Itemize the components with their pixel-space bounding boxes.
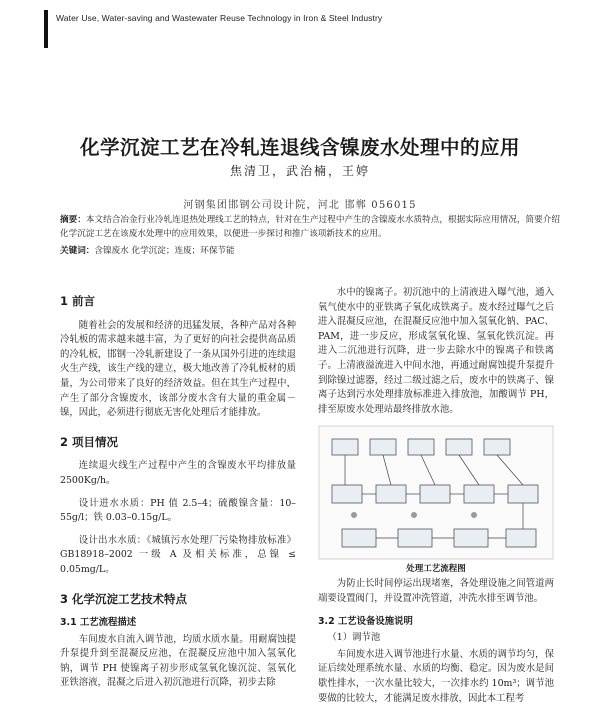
paragraph: 为防止长时间停运出现堵塞，各处理设施之间管道两端要设置阀门，并设置冲洗管道，冲洗水排至调节池。 <box>318 578 554 604</box>
abstract-text: 本文结合冶金行业冷轧连退热处理线工艺的特点，针对在生产过程中产生的含镍废水水质特点，根据实际应用情况，简要介绍化学沉淀工艺在该废水处理中的应用效果，以便进一步探讨和推广该项新技术的应用。 <box>60 215 560 239</box>
paragraph: 设计出水水质：《城镇污水处理厂污染物排放标准》GB18918–2002 一级 A 及相关标准，总镍 ≤ 0.05mg/L。 <box>60 534 296 575</box>
paper-title: 化学沉淀工艺在冷轧连退线含镍废水处理中的应用 <box>79 136 520 159</box>
left-column <box>60 286 296 699</box>
section-heading-features: 3 化学沉淀工艺技术特点 <box>60 591 188 606</box>
right-column <box>318 286 554 714</box>
subsubsection-heading-tank: （1）调节池 <box>327 632 381 644</box>
journal-header: Water Use, Water-saving and Wastewater Reuse Technology in Iron & Steel Industry <box>56 13 383 23</box>
paragraph: 车间废水进入调节池进行水量、水质的调节均匀，保证后续处理系统水量、水质的均衡、稳定。因为废水是间歇性排水，一次水量比较大，一次排水约 10m³；调节池要做的比较大，才能满足废水排放，因此本工程考 <box>318 648 554 704</box>
keywords-text: 含镍废水 化学沉淀；连废；环保节能 <box>94 246 235 256</box>
paragraph: 水中的镍离子。初沉池中的上清液进入曝气池，通入氧气使水中的亚铁离子氧化成铁离子。废水经过曝气之后进入混凝反应池，在混凝反应池中加入氢氧化钠、PAC、PAM，进一步反应，形成氢氧化镍、氢氧化铁沉淀。再进入二沉池进行沉降，进一步去除水中的镍离子和铁离子。上清液溢流进入中间水池，再通过耐腐蚀提升泵提升到除镍过滤器，经过二级过滤之后，废水中的铁离子、镍离子达到污水处理排放标准进入排放池，加酸调节 PH，排至原废水处理站最终排放水池。 <box>318 287 554 415</box>
journal-header-bar <box>44 10 48 48</box>
authors: 焦清卫，武治楠，王婷 <box>229 164 370 178</box>
affiliation: 河钢集团邯钢公司设计院，河北 邯郸 056015 <box>183 200 417 211</box>
figure-caption: 处理工艺流程图 <box>406 564 466 575</box>
keywords-label: 关键词： <box>60 246 95 256</box>
paragraph: 车间废水自流入调节池，均质水质水量。用耐腐蚀提升泵提升到至混凝反应池，在混凝反应池中加入氢氧化钠，调节 PH 使镍离子初步形成氢氧化镍沉淀、氢氧化亚铁溶液，混凝之后进入初沉池进行沉降，初步去除 <box>60 633 296 689</box>
process-flow-diagram <box>318 425 554 560</box>
process-flow-figure <box>318 425 554 575</box>
abstract-label: 摘要： <box>60 215 86 225</box>
paragraph: 设计进水水质：PH 值 2.5–4；硫酸镍含量：10–55g/l；铁 0.03–0.15g/L。 <box>60 497 296 524</box>
paragraph: 随着社会的发展和经济的迅猛发展，各种产品对各种冷轧板的需求越来越丰富，为了更好的向社会提供高品质的冷轧板，邯钢一冷轧新建设了一条从国外引进的连续退火生产线，该生产线的建立，极大地改善了冷轧板材的质量，为公司带来了良好的经济效益。但在其生产过程中，产生了部分含镍废水，该部分废水含有大量的重金属－镍，因此，必须进行彻底无害化处理后才能排放。 <box>60 319 296 419</box>
subsection-heading-equipment: 3.2 工艺设备设施说明 <box>318 615 413 627</box>
keywords <box>60 244 560 258</box>
section-heading-intro: 1 前言 <box>60 294 96 308</box>
section-heading-project: 2 项目情况 <box>60 434 119 449</box>
abstract <box>60 213 560 241</box>
paragraph: 连续退火线生产过程中产生的含镍废水平均排放量 2500Kg/h。 <box>60 460 296 486</box>
subsection-heading-flow: 3.1 工艺流程描述 <box>60 617 137 629</box>
